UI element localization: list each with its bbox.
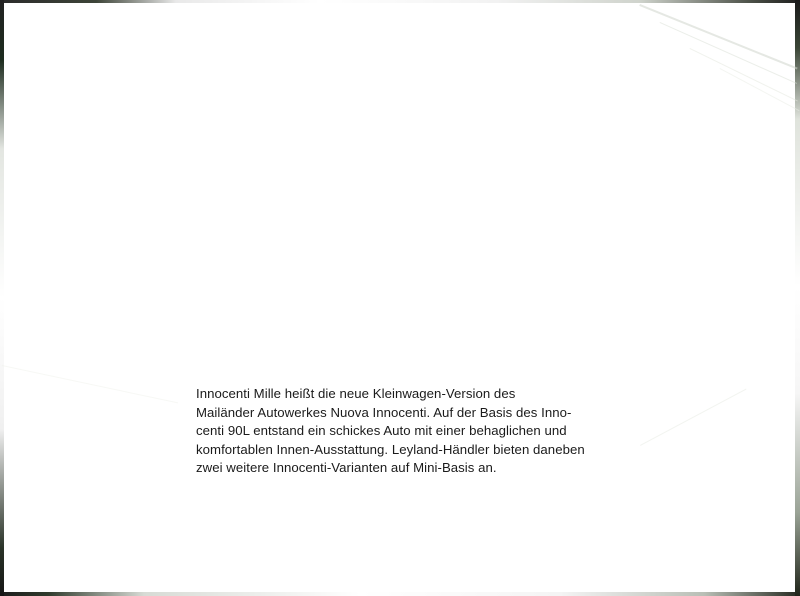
scan-edge-left — [0, 0, 4, 596]
scan-edge-top — [0, 0, 800, 3]
scan-streak — [720, 68, 800, 111]
scan-streak — [659, 22, 797, 84]
caption-block — [196, 385, 626, 478]
scan-streak — [639, 4, 797, 69]
scan-streak — [640, 389, 746, 446]
scan-streak — [2, 365, 178, 403]
caption-line: centi 90L entstand ein schickes Auto mit einer behaglichen und — [196, 423, 567, 439]
scan-edge-right — [795, 0, 800, 596]
caption-line: zwei weitere Innocenti-Varianten auf Mini-Basis an. — [196, 460, 497, 476]
scan-streak — [689, 48, 797, 102]
caption-line: Mailänder Autowerkes Nuova Innocenti. Auf der Basis des Inno- — [196, 404, 572, 420]
caption-line: komfortablen Innen-Ausstattung. Leyland-Händler bieten daneben — [196, 441, 585, 457]
scan-edge-bottom — [0, 592, 800, 596]
caption-line: Innocenti Mille heißt die neue Kleinwagen-Version des — [196, 386, 516, 401]
